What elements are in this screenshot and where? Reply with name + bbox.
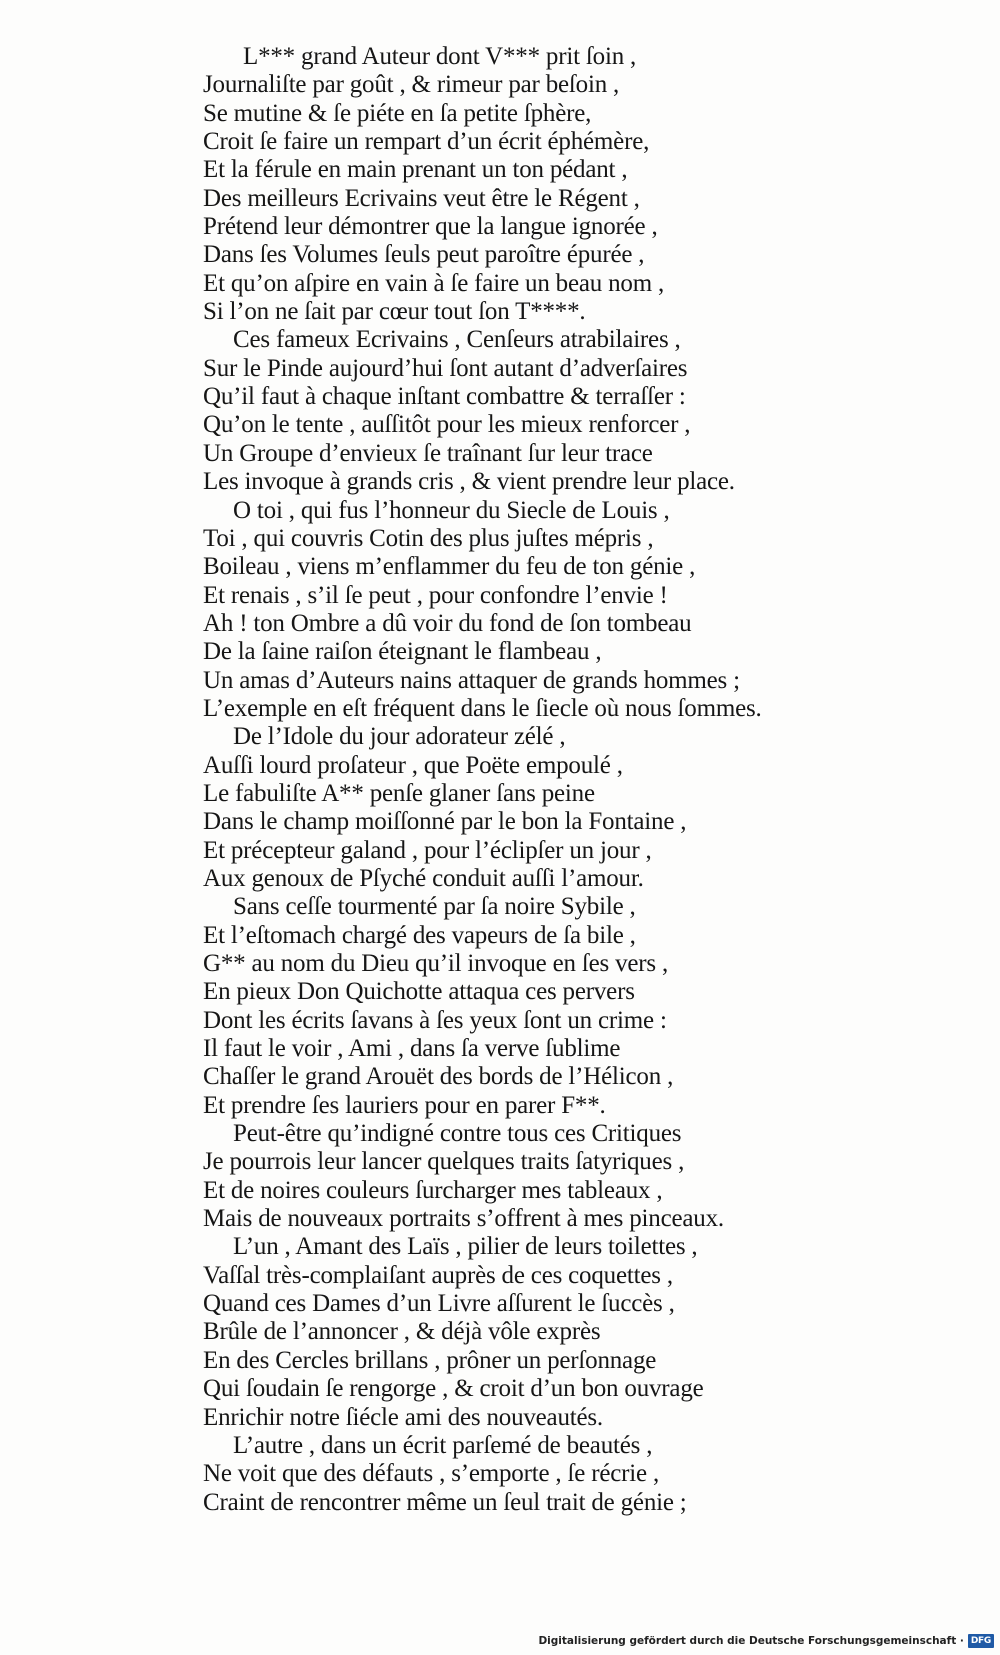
poem-line: Vaſſal très-complaiſant auprès de ces coquettes , (203, 1261, 673, 1289)
poem-text (203, 43, 823, 1517)
poem-line: Dont les écrits ſavans à ſes yeux ſont un crime : (203, 1006, 667, 1034)
poem-line: Et renais , s’il ſe peut , pour confondre l’envie ! (203, 581, 668, 609)
poem-line: Sur le Pinde aujourd’hui ſont autant d’adverſaires (203, 354, 688, 382)
poem-line: L’un , Amant des Laïs , pilier de leurs toilettes , (233, 1233, 698, 1261)
digitization-credit (538, 1631, 994, 1651)
poem-line: Journaliſte par goût , & rimeur par beſoin , (203, 71, 620, 99)
poem-line: Toi , qui couvris Cotin des plus juſtes mépris , (203, 524, 654, 552)
poem-line: Je pourrois leur lancer quelques traits ſatyriques , (203, 1148, 685, 1176)
poem-line: Sans ceſſe tourmenté par ſa noire Sybile , (233, 893, 636, 921)
poem-line: De la ſaine raiſon éteignant le flambeau , (203, 638, 602, 666)
poem-line: Les invoque à grands cris , & vient prendre leur place. (203, 468, 735, 496)
poem-line: Un Groupe d’envieux ſe traînant ſur leur trace (203, 439, 653, 467)
poem-line: Ne voit que des défauts , s’emporte , ſe récrie , (203, 1460, 659, 1488)
poem-line: Auſſi lourd proſateur , que Poëte empoulé , (203, 751, 623, 779)
poem-line: Dans ſes Volumes ſeuls peut paroître épurée , (203, 241, 645, 269)
poem-line: Et de noires couleurs ſurcharger mes tableaux , (203, 1176, 663, 1204)
poem-line: Et l’eſtomach chargé des vapeurs de ſa bile , (203, 921, 636, 949)
poem-line: Dans le champ moiſſonné par le bon la Fontaine , (203, 808, 687, 836)
dfg-logo-icon: DFG (968, 1634, 994, 1648)
poem-line: Se mutine & ſe piéte en ſa petite ſphère, (203, 99, 592, 127)
credit-text: Digitalisierung gefördert durch die Deutsche Forschungsgemeinschaft · (538, 1635, 964, 1647)
poem-line: L’exemple en eſt fréquent dans le ſiecle où nous ſommes. (203, 694, 762, 722)
poem-line: Ah ! ton Ombre a dû voir du fond de ſon tombeau (203, 609, 692, 637)
poem-line: Boileau , viens m’enflammer du feu de ton génie , (203, 553, 696, 581)
poem-line: Le fabuliſte A** penſe glaner ſans peine (203, 779, 595, 807)
poem-line: Prétend leur démontrer que la langue ignorée , (203, 213, 658, 241)
poem-line: Enrichir notre ſiécle ami des nouveautés. (203, 1403, 603, 1431)
poem-line: Et précepteur galand , pour l’éclipſer un jour , (203, 836, 652, 864)
poem-line: Qui ſoudain ſe rengorge , & croit d’un bon ouvrage (203, 1375, 704, 1403)
poem-line: Et la férule en main prenant un ton pédant , (203, 156, 628, 184)
poem-line: Et qu’on aſpire en vain à ſe faire un beau nom , (203, 269, 665, 297)
poem-line: Un amas d’Auteurs nains attaquer de grands hommes ; (203, 666, 740, 694)
poem-line: Des meilleurs Ecrivains veut être le Régent , (203, 184, 640, 212)
poem-line: Il faut le voir , Ami , dans ſa verve ſublime (203, 1035, 621, 1063)
poem-line: G** au nom du Dieu qu’il invoque en ſes vers , (203, 950, 669, 977)
poem-line: De l’Idole du jour adorateur zélé , (233, 723, 566, 751)
poem-line: En pieux Don Quichotte attaqua ces pervers (203, 978, 635, 1006)
poem-line: Peut-être qu’indigné contre tous ces Critiques (233, 1120, 682, 1148)
poem-line: L’autre , dans un écrit parſemé de beautés , (233, 1431, 653, 1459)
poem-line: Et prendre ſes lauriers pour en parer F**. (203, 1091, 606, 1119)
poem-line: Croit ſe faire un rempart d’un écrit éphémère, (203, 128, 650, 156)
poem-line: Qu’on le tente , auſſitôt pour les mieux renforcer , (203, 411, 691, 439)
poem-line: En des Cercles brillans , prôner un perſonnage (203, 1346, 657, 1374)
poem-line: Ces fameux Ecrivains , Cenſeurs atrabilaires , (233, 326, 681, 354)
poem-line: Chaſſer le grand Arouët des bords de l’Hélicon , (203, 1063, 674, 1091)
poem-line: L*** grand Auteur dont V*** prit ſoin , (243, 43, 637, 70)
poem-line: Mais de nouveaux portraits s’offrent à mes pinceaux. (203, 1205, 724, 1233)
poem-line: Si l’on ne ſait par cœur tout ſon T****. (203, 298, 586, 326)
poem-line: O toi , qui fus l’honneur du Siecle de Louis , (233, 496, 670, 524)
poem-line: Aux genoux de Pſyché conduit auſſi l’amour. (203, 864, 644, 892)
poem-line: Qu’il faut à chaque inſtant combattre & terraſſer : (203, 383, 686, 411)
poem-line: Craint de rencontrer même un ſeul trait de génie ; (203, 1488, 687, 1516)
poem-line: Brûle de l’annoncer , & déjà vôle exprès (203, 1318, 601, 1346)
poem-line: Quand ces Dames d’un Livre aſſurent le ſuccès , (203, 1290, 675, 1318)
